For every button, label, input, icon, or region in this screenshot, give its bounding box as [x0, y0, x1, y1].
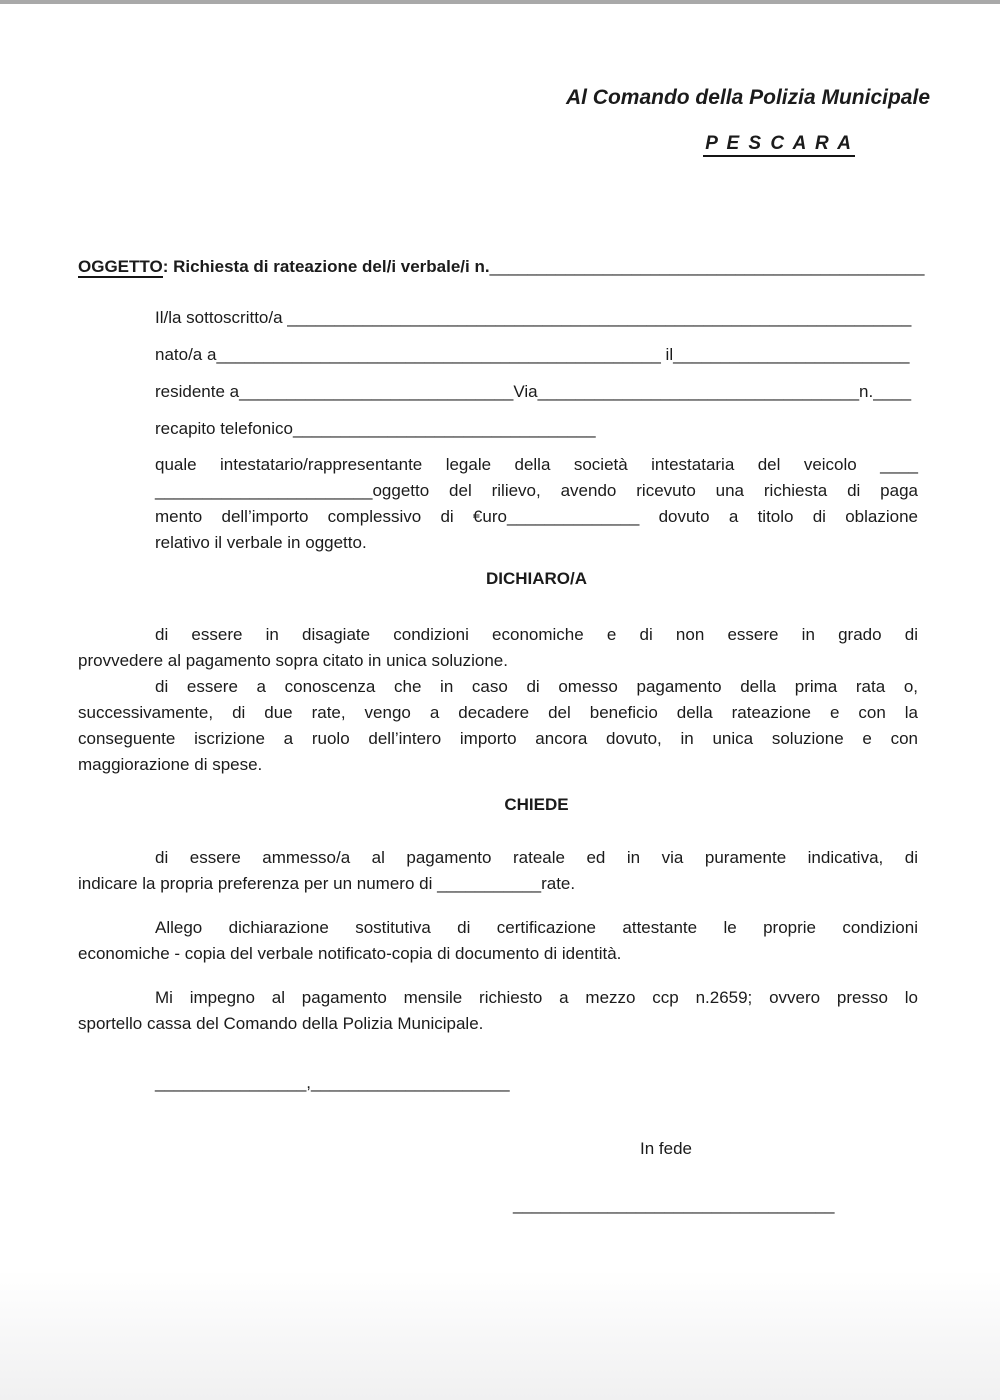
commitment-line: Mi impegno al pagamento mensile richiesto a mezzo ccp n.2659; ovvero presso lo	[155, 988, 918, 1007]
field-street-blank: __________________________________	[537, 382, 860, 401]
attachments-paragraph	[78, 915, 918, 967]
field-street-label: Via	[513, 382, 538, 401]
subject-label: OGGETTO	[78, 257, 163, 276]
subject-line	[78, 256, 925, 278]
section-title-dichiaro: DICHIARO/A	[485, 569, 588, 588]
field-birthplace-blank: _______________________________________________	[216, 345, 661, 364]
attachments-line: Allego dichiarazione sostitutiva di certificazione attestante le proprie condizioni	[155, 918, 918, 937]
field-phone-label: recapito telefonico	[155, 419, 293, 438]
intro-line: mento dell’importo complessivo di €uro______________ dovuto a titolo di oblazione	[155, 507, 918, 526]
field-phone	[155, 418, 918, 440]
field-birthdate-blank: _________________________	[673, 345, 910, 364]
scan-bottom-shadow	[0, 1270, 1000, 1400]
field-residence-blank: _____________________________	[239, 382, 514, 401]
field-undersigned-label: Il/la sottoscritto/a	[155, 308, 288, 327]
dichiaro-line: di essere a conoscenza che in caso di omesso pagamento della prima rata o,	[155, 677, 918, 696]
dichiaro-paragraph-2	[78, 674, 918, 778]
field-birthdate-label: il	[660, 345, 674, 364]
dichiaro-line: maggiorazione di spese.	[78, 755, 263, 774]
commitment-paragraph	[78, 985, 918, 1037]
field-residence-label: residente a	[155, 382, 240, 401]
field-birth	[155, 344, 918, 366]
recipient-line: Al Comando della Polizia Municipale	[565, 86, 930, 109]
dichiaro-line: provvedere al pagamento sopra citato in unica soluzione.	[78, 651, 508, 670]
field-birthplace-label: nato/a a	[155, 345, 217, 364]
intro-line: relativo il verbale in oggetto.	[155, 533, 367, 552]
intro-line: quale intestatario/rappresentante legale della società intestataria del veicolo ____	[155, 455, 918, 474]
subject-text: : Richiesta di rateazione del/i verbale/i n.	[162, 257, 490, 276]
field-undersigned-blank: __________________________________________________________________	[287, 308, 912, 327]
intro-paragraph	[155, 452, 918, 556]
city-name: P E S C A R A	[703, 133, 855, 157]
chiede-paragraph	[78, 845, 918, 897]
dichiaro-line: di essere in disagiate condizioni economiche e di non essere in grado di	[155, 625, 918, 644]
signature-blank-line: __________________________________	[513, 1195, 835, 1214]
commitment-line: sportello cassa del Comando della Polizia Municipale.	[78, 1014, 484, 1033]
section-title-chiede: CHIEDE	[504, 795, 569, 814]
scan-top-edge	[0, 0, 1000, 4]
dichiaro-paragraph-1	[78, 622, 918, 674]
chiede-line: di essere ammesso/a al pagamento rateale ed in via puramente indicativa, di	[155, 848, 918, 867]
field-number-label: n.	[859, 382, 874, 401]
attachments-line: economiche - copia del verbale notificato-copia di documento di identità.	[78, 944, 622, 963]
field-number-blank: ____	[873, 382, 912, 401]
place-date-blank-line: ________________,_____________________	[155, 1073, 510, 1092]
field-residence	[155, 381, 918, 403]
dichiaro-line: successivamente, di due rate, vengo a decadere del beneficio della rateazione e con la	[78, 703, 918, 722]
intro-line: _______________________oggetto del rilievo, avendo ricevuto una richiesta di paga	[155, 481, 918, 500]
dichiaro-line: conseguente iscrizione a ruolo dell’intero importo ancora dovuto, in unica soluzione e con	[78, 729, 918, 748]
in-fede-label: In fede	[640, 1139, 692, 1158]
subject-blank-line: ______________________________________________	[489, 257, 925, 276]
chiede-line: indicare la propria preferenza per un numero di ___________rate.	[78, 874, 576, 893]
field-phone-blank: ________________________________	[292, 419, 596, 438]
field-undersigned	[155, 307, 918, 329]
city-line	[0, 132, 855, 156]
